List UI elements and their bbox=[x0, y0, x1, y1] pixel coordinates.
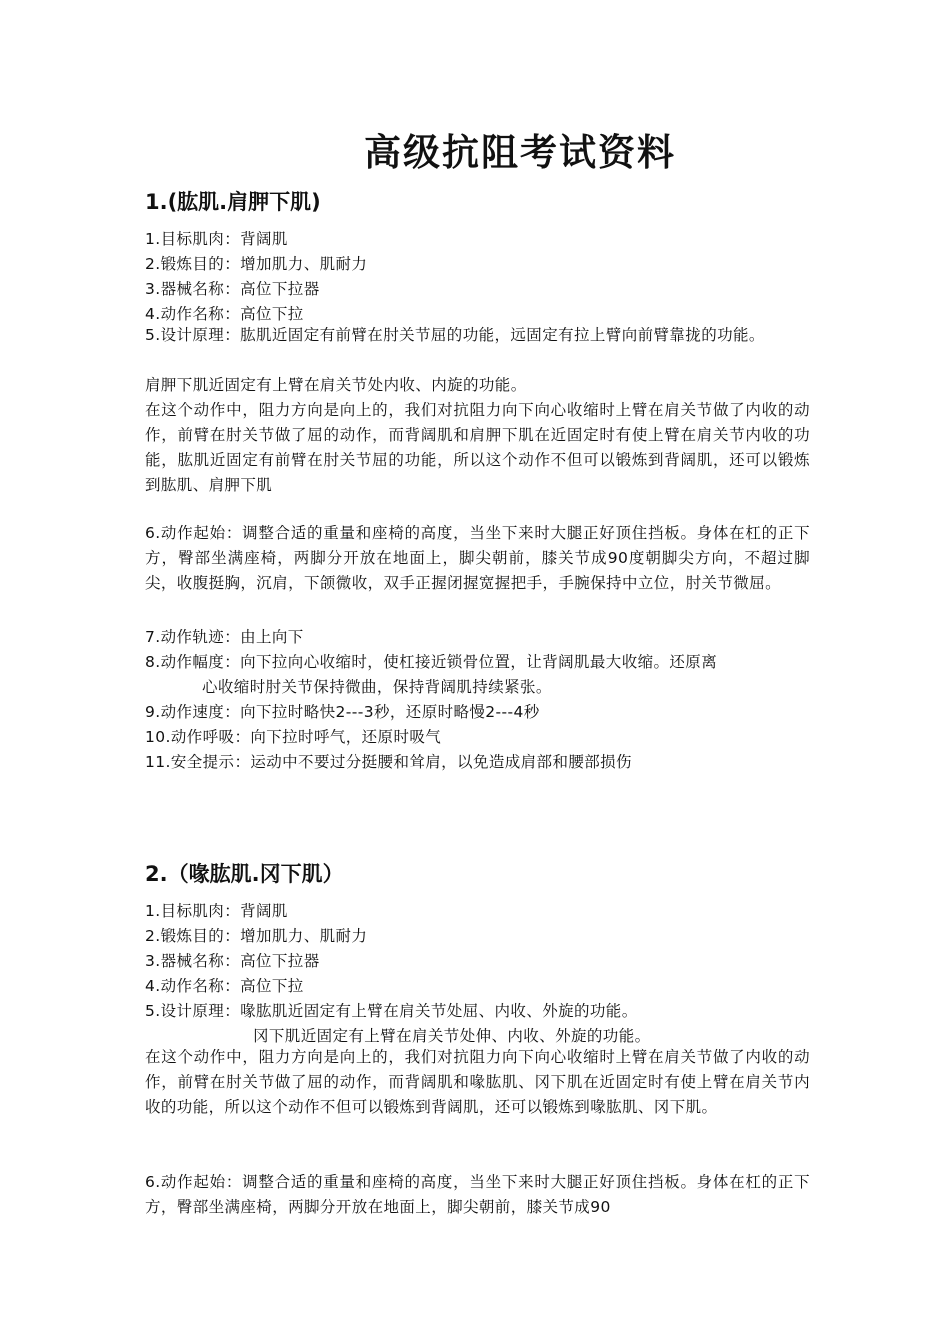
s2-training-purpose: 2.锻炼目的：增加肌力、肌耐力 bbox=[145, 927, 368, 945]
s1-target-muscle: 1.目标肌肉：背阔肌 bbox=[145, 230, 288, 248]
s2-target-muscle: 1.目标肌肉：背阔肌 bbox=[145, 902, 288, 920]
s1-design-principle-2: 肩胛下肌近固定有上臂在肩关节处内收、内旋的功能。 bbox=[145, 376, 527, 394]
section2-heading: 2.（喙肱肌.冈下肌） bbox=[145, 862, 344, 886]
s1-training-purpose: 2.锻炼目的：增加肌力、肌耐力 bbox=[145, 255, 368, 273]
s2-start-position: 6.动作起始：调整合适的重量和座椅的高度，当坐下来时大腿正好顶住挡板。身体在杠的正下方，臀部坐满座椅，两脚分开放在地面上，脚尖朝前，膝关节成90 bbox=[145, 1173, 810, 1216]
s2-design-principle: 5.设计原理：喙肱肌近固定有上臂在肩关节处屈、内收、外旋的功能。 bbox=[145, 1002, 638, 1020]
s2-explanation: 在这个动作中，阻力方向是向上的，我们对抗阻力向下向心收缩时上臂在肩关节做了内收的动作，前臂在肘关节做了屈的动作，而背阔肌和喙肱肌、冈下肌在近固定时有使上臂在肩关节内收的功能，所以这个动作不但可以锻炼到背阔肌，还可以锻炼到喙肱肌、冈下肌。 bbox=[145, 1048, 810, 1116]
s1-start-position: 6.动作起始：调整合适的重量和座椅的高度，当坐下来时大腿正好顶住挡板。身体在杠的正下方，臀部坐满座椅，两脚分开放在地面上，脚尖朝前，膝关节成90度朝脚尖方向，不超过脚尖，收腹挺胸，沉肩，下颌微收，双手正握闭握宽握把手，手腕保持中立位，肘关节微屈。 bbox=[145, 524, 810, 592]
s1-speed: 9.动作速度：向下拉时略快2---3秒，还原时略慢2---4秒 bbox=[145, 703, 540, 721]
s1-action-name: 4.动作名称：高位下拉 bbox=[145, 305, 304, 323]
s1-safety: 11.安全提示：运动中不要过分挺腰和耸肩，以免造成肩部和腰部损伤 bbox=[145, 753, 632, 771]
document-title: 高级抗阻考试资料 bbox=[364, 130, 676, 174]
s1-design-principle: 5.设计原理：肱肌近固定有前臂在肘关节屈的功能，远固定有拉上臂向前臂靠拢的功能。 bbox=[145, 326, 765, 344]
s2-equipment-name: 3.器械名称：高位下拉器 bbox=[145, 952, 320, 970]
s1-range: 8.动作幅度：向下拉向心收缩时，使杠接近锁骨位置，让背阔肌最大收缩。还原离 bbox=[145, 653, 718, 671]
s1-range-cont: 心收缩时肘关节保持微曲，保持背阔肌持续紧张。 bbox=[202, 678, 552, 696]
s2-design-principle-2: 冈下肌近固定有上臂在肩关节处伸、内收、外旋的功能。 bbox=[253, 1027, 651, 1045]
s1-breathing: 10.动作呼吸：向下拉时呼气，还原时吸气 bbox=[145, 728, 442, 746]
s1-equipment-name: 3.器械名称：高位下拉器 bbox=[145, 280, 320, 298]
section1-heading: 1.(肱肌.肩胛下肌) bbox=[145, 190, 321, 214]
s2-action-name: 4.动作名称：高位下拉 bbox=[145, 977, 304, 995]
s1-explanation: 在这个动作中，阻力方向是向上的，我们对抗阻力向下向心收缩时上臂在肩关节做了内收的动作，前臂在肘关节做了屈的动作，而背阔肌和肩胛下肌在近固定时有使上臂在肩关节内收的功能，肱肌近固定有前臂在肘关节屈的功能，所以这个动作不但可以锻炼到背阔肌，还可以锻炼到肱肌、肩胛下肌 bbox=[145, 401, 810, 494]
s1-trajectory: 7.动作轨迹：由上向下 bbox=[145, 628, 304, 646]
